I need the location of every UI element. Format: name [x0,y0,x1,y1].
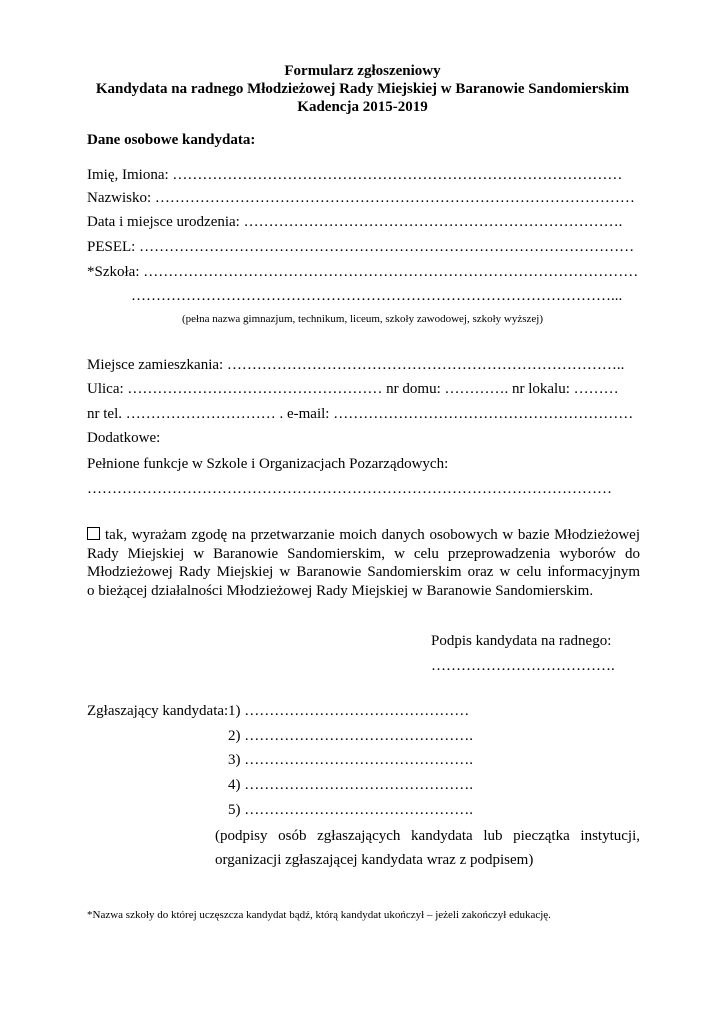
signature-label: Podpis kandydata na radnego: [431,633,612,649]
nominators-note-2: organizacji zgłaszającej kandydata wraz z podpisem) [215,852,534,868]
footnote: *Nazwa szkoły do której uczęszcza kandydat bądź, którą kandydat ukończył – jeżeli zakończył edukację. [87,909,551,921]
school-hint: (pełna nazwa gimnazjum, technikum, liceum, szkoły zawodowej, szkoły wyższej) [181,313,544,325]
signature-line[interactable]: ………………………………. [431,658,615,674]
nominators-note-1: (podpisy osób zgłaszających kandydata lub pieczątka instytucji, [215,828,640,844]
nominators-label: Zgłaszający kandydata: [87,703,229,719]
form-subtitle: Kandydata na radnego Młodzieżowej Rady Miejskiej w Baranowie Sandomierskim [95,81,630,97]
nominator-5-line[interactable]: 5) ………………………………………. [228,802,473,818]
section-title: Dane osobowe kandydata: [87,132,256,148]
nominator-4-line[interactable]: 4) ………………………………………. [228,777,473,793]
consent-line-1: tak, wyrażam zgodę na przetwarzanie moich danych osobowych w bazie Młodzieżowej [87,526,640,545]
consent-checkbox[interactable] [87,527,100,540]
nominator-2-line[interactable]: 2) ………………………………………. [228,728,473,744]
form-title: Formularz zgłoszeniowy [284,63,441,79]
consent-line-4: o bieżącej działalności Młodzieżowej Rady Miejskiej w Baranowie Sandomierskim. [87,582,594,599]
school-field[interactable]: *Szkoła: ……………………………………………………………………………………… [87,264,639,280]
form-term: Kadencja 2015-2019 [297,99,428,115]
consent-paragraph [87,526,640,600]
names-field[interactable]: Imię, Imiona: ……………………………………………………………………………… [87,167,623,183]
nominator-1-line[interactable]: 1) ……………………………………… [228,703,470,719]
birth-field[interactable]: Data i miejsce urodzenia: …………………………………………………………………. [87,214,623,230]
phone-email-field[interactable]: nr tel. ………………………… . e-mail: …………………………………………………… [87,406,634,422]
consent-line-2: Rady Miejskiej w Baranowie Sandomierskim, w celu przeprowadzenia wyborów do [87,545,640,562]
street-field[interactable]: Ulica: …………………………………………… nr domu: …………. nr lokalu: ……… [87,381,619,397]
consent-line-3: Młodzieżowej Rady Miejskiej w Baranowie Sandomierskim oraz w celu informacyjnym [87,564,640,580]
nominator-3-line[interactable]: 3) ………………………………………. [228,752,473,768]
additional-label: Dodatkowe: [87,430,161,446]
surname-field[interactable]: Nazwisko: …………………………………………………………………………………… [87,190,635,206]
pesel-field[interactable]: PESEL: ……………………………………………………………………………………… [87,239,635,255]
functions-label: Pełnione funkcje w Szkole i Organizacjach Pozarządowych: [87,456,449,472]
functions-field[interactable]: …………………………………………………………………………………………… [87,481,612,497]
school-field-continuation[interactable]: ……………………………………………………………………………………... [131,288,623,304]
residence-field[interactable]: Miejsce zamieszkania: …………………………………………………………………….. [87,357,625,373]
